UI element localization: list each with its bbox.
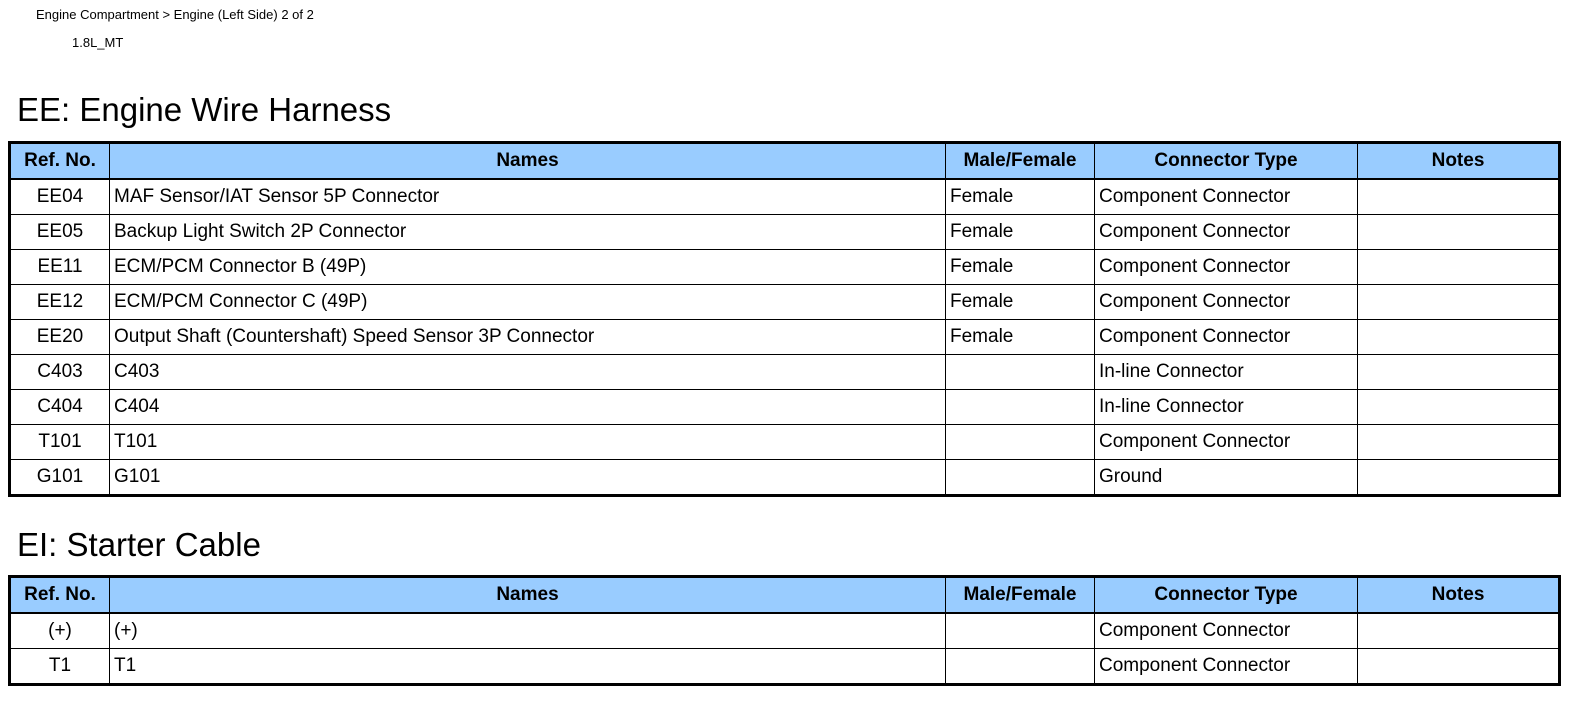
cell-male-female: Female	[946, 285, 1095, 320]
cell-name: Backup Light Switch 2P Connector	[110, 215, 946, 250]
cell-name: C404	[110, 390, 946, 425]
cell-male-female	[946, 355, 1095, 390]
cell-notes	[1358, 285, 1560, 320]
table-row	[10, 460, 1560, 496]
cell-name: ECM/PCM Connector B (49P)	[110, 250, 946, 285]
cell-ref: C404	[10, 390, 110, 425]
table-row	[10, 320, 1560, 355]
cell-connector-type: Ground	[1095, 460, 1358, 496]
column-header-ref: Ref. No.	[10, 143, 110, 180]
cell-ref: EE20	[10, 320, 110, 355]
table-header-row	[10, 577, 1560, 614]
table-row	[10, 250, 1560, 285]
cell-ref: T1	[10, 649, 110, 685]
cell-male-female: Female	[946, 215, 1095, 250]
connector-table-ee	[8, 141, 1561, 497]
cell-name: T1	[110, 649, 946, 685]
cell-male-female	[946, 390, 1095, 425]
cell-notes	[1358, 460, 1560, 496]
cell-ref: EE04	[10, 179, 110, 215]
cell-male-female	[946, 613, 1095, 649]
cell-male-female: Female	[946, 179, 1095, 215]
column-header-male-female: Male/Female	[946, 577, 1095, 614]
cell-male-female	[946, 649, 1095, 685]
cell-notes	[1358, 215, 1560, 250]
table-row	[10, 390, 1560, 425]
table-row	[10, 425, 1560, 460]
table-header-row	[10, 143, 1560, 180]
column-header-male-female: Male/Female	[946, 143, 1095, 180]
cell-male-female	[946, 425, 1095, 460]
cell-notes	[1358, 355, 1560, 390]
engine-variant-label: 1.8L_MT	[72, 35, 124, 50]
cell-male-female: Female	[946, 250, 1095, 285]
cell-ref: EE11	[10, 250, 110, 285]
cell-ref: (+)	[10, 613, 110, 649]
column-header-notes: Notes	[1358, 143, 1560, 180]
column-header-names: Names	[110, 577, 946, 614]
cell-ref: EE12	[10, 285, 110, 320]
breadcrumb: Engine Compartment > Engine (Left Side) 2 of 2	[36, 7, 314, 22]
table-row	[10, 285, 1560, 320]
column-header-connector-type: Connector Type	[1095, 577, 1358, 614]
cell-notes	[1358, 179, 1560, 215]
cell-connector-type: Component Connector	[1095, 285, 1358, 320]
cell-connector-type: Component Connector	[1095, 215, 1358, 250]
cell-name: C403	[110, 355, 946, 390]
table-row	[10, 179, 1560, 215]
cell-name: (+)	[110, 613, 946, 649]
cell-notes	[1358, 613, 1560, 649]
cell-connector-type: Component Connector	[1095, 649, 1358, 685]
cell-name: G101	[110, 460, 946, 496]
cell-notes	[1358, 390, 1560, 425]
cell-notes	[1358, 250, 1560, 285]
section-title-ei: EI: Starter Cable	[17, 526, 261, 563]
connector-table-ei	[8, 575, 1561, 686]
cell-connector-type: Component Connector	[1095, 320, 1358, 355]
column-header-connector-type: Connector Type	[1095, 143, 1358, 180]
cell-ref: T101	[10, 425, 110, 460]
table-row	[10, 613, 1560, 649]
cell-name: Output Shaft (Countershaft) Speed Sensor 3P Connector	[110, 320, 946, 355]
section-title-ee: EE: Engine Wire Harness	[17, 91, 392, 128]
cell-name: MAF Sensor/IAT Sensor 5P Connector	[110, 179, 946, 215]
cell-notes	[1358, 320, 1560, 355]
cell-connector-type: Component Connector	[1095, 425, 1358, 460]
cell-ref: EE05	[10, 215, 110, 250]
cell-male-female	[946, 460, 1095, 496]
column-header-ref: Ref. No.	[10, 577, 110, 614]
cell-ref: C403	[10, 355, 110, 390]
cell-notes	[1358, 649, 1560, 685]
cell-connector-type: Component Connector	[1095, 250, 1358, 285]
cell-ref: G101	[10, 460, 110, 496]
cell-connector-type: Component Connector	[1095, 179, 1358, 215]
cell-notes	[1358, 425, 1560, 460]
cell-connector-type: Component Connector	[1095, 613, 1358, 649]
cell-male-female: Female	[946, 320, 1095, 355]
cell-connector-type: In-line Connector	[1095, 390, 1358, 425]
column-header-names: Names	[110, 143, 946, 180]
cell-connector-type: In-line Connector	[1095, 355, 1358, 390]
table-row	[10, 215, 1560, 250]
column-header-notes: Notes	[1358, 577, 1560, 614]
table-row	[10, 355, 1560, 390]
cell-name: ECM/PCM Connector C (49P)	[110, 285, 946, 320]
cell-name: T101	[110, 425, 946, 460]
table-row	[10, 649, 1560, 685]
